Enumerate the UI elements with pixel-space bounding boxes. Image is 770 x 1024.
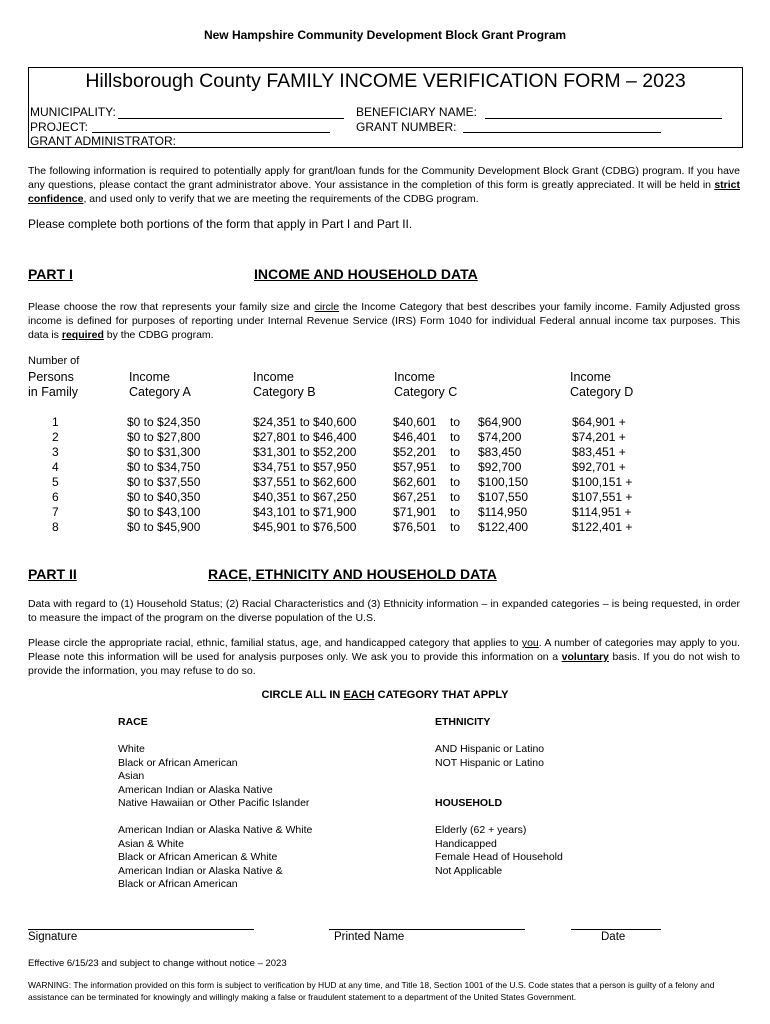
ethnicity-list bbox=[435, 743, 544, 770]
list-item[interactable]: Native Hawaiian or Other Pacific Islander bbox=[118, 797, 310, 809]
list-item[interactable]: American Indian or Alaska Native & bbox=[118, 864, 283, 877]
table-cell: to bbox=[450, 505, 461, 519]
table-cell[interactable]: $46,401 bbox=[393, 430, 437, 444]
printed-name-label: Printed Name bbox=[334, 931, 405, 943]
signature-field[interactable] bbox=[28, 929, 254, 930]
table-cell[interactable]: $100,150 bbox=[478, 475, 529, 489]
circle-all-heading: CIRCLE ALL IN EACH CATEGORY THAT APPLY bbox=[261, 689, 509, 701]
table-cell[interactable]: $92,700 bbox=[478, 460, 522, 474]
table-cell[interactable]: $64,901 + bbox=[572, 415, 626, 429]
strict-confidence-text: strict confidence bbox=[28, 179, 740, 205]
table-cell[interactable]: $40,351 to $67,250 bbox=[253, 490, 357, 504]
beneficiary-name-label: BENEFICIARY NAME: bbox=[356, 105, 477, 119]
table-cell: to bbox=[450, 460, 461, 474]
table-cell[interactable]: $62,601 bbox=[393, 475, 437, 489]
table-cell[interactable]: $24,351 to $40,600 bbox=[253, 415, 357, 429]
table-cell[interactable]: $64,900 bbox=[478, 415, 522, 429]
table-cell[interactable]: $0 to $27,800 bbox=[127, 430, 201, 444]
p2-text-c: basis. If you do not wish to provide the information, you may refuse to do so. bbox=[28, 651, 741, 677]
municipality-field[interactable] bbox=[118, 118, 344, 119]
table-cell[interactable]: $107,550 bbox=[478, 490, 529, 504]
project-field[interactable] bbox=[92, 132, 330, 133]
list-item[interactable]: Not Applicable bbox=[435, 864, 503, 877]
table-cell[interactable]: $67,251 bbox=[393, 490, 437, 504]
part2-paragraph-1: Data with regard to (1) Household Status; (2) Racial Characteristics and (3) Ethnicity information – in expanded categories – is being requested, in order to measure the impact of the program on the diverse population of the U.S. bbox=[28, 598, 740, 624]
list-item[interactable]: Elderly (62 + years) bbox=[435, 824, 527, 836]
category-c-header: Income Category C bbox=[394, 370, 458, 399]
table-cell[interactable]: $83,451 + bbox=[572, 445, 626, 459]
effective-note: Effective 6/15/23 and subject to change without notice – 2023 bbox=[28, 958, 287, 969]
number-of-label: Number of bbox=[28, 355, 80, 367]
table-cell[interactable]: 6 bbox=[52, 490, 59, 504]
table-cell[interactable]: $52,201 bbox=[393, 445, 437, 459]
category-a-header: Income Category A bbox=[129, 370, 191, 399]
category-c-end-column bbox=[478, 415, 528, 535]
list-item[interactable]: White bbox=[118, 743, 145, 755]
part1-label: PART I bbox=[28, 266, 73, 282]
table-cell[interactable]: $74,201 + bbox=[572, 430, 626, 444]
instruction-text: Please complete both portions of the form that apply in Part I and Part II. bbox=[28, 217, 413, 231]
table-cell[interactable]: $43,101 to $71,900 bbox=[253, 505, 357, 519]
desc-text-b: the Income Category that best describes your family income. Family Adjusted gross income is defined for purposes of reporting under Internal Revenue Service (IRS) Form 1040 for individual Federal annual income tax purposes. This data is bbox=[28, 301, 740, 341]
date-field[interactable] bbox=[571, 929, 661, 930]
table-cell[interactable]: 8 bbox=[52, 520, 59, 534]
voluntary-text: voluntary bbox=[561, 651, 609, 663]
table-cell[interactable]: 1 bbox=[52, 415, 59, 429]
list-item[interactable]: NOT Hispanic or Latino bbox=[435, 756, 544, 769]
page-header: New Hampshire Community Development Block Grant Program bbox=[203, 28, 567, 42]
table-cell[interactable]: $0 to $43,100 bbox=[127, 505, 201, 519]
list-item[interactable]: Black or African American & White bbox=[118, 851, 278, 863]
part2-label: PART II bbox=[28, 566, 77, 582]
race-single-list bbox=[118, 743, 309, 811]
table-cell[interactable]: $34,751 to $57,950 bbox=[253, 460, 357, 474]
printed-name-field[interactable] bbox=[329, 929, 525, 930]
circle-text: circle bbox=[314, 301, 340, 313]
race-multi-list bbox=[118, 824, 312, 892]
grant-administrator-field[interactable] bbox=[183, 147, 360, 148]
table-cell[interactable]: $92,701 + bbox=[572, 460, 626, 474]
intro-paragraph bbox=[28, 164, 740, 206]
desc-text: Please choose the row that represents your family size and bbox=[28, 301, 311, 313]
list-item[interactable]: Handicapped bbox=[435, 837, 497, 850]
table-cell[interactable]: $0 to $40,350 bbox=[127, 490, 201, 504]
list-item[interactable]: Black or African American bbox=[118, 756, 238, 769]
table-cell[interactable]: $114,950 bbox=[478, 505, 528, 519]
table-cell[interactable]: 3 bbox=[52, 445, 59, 459]
municipality-label: MUNICIPALITY: bbox=[30, 105, 116, 119]
table-cell[interactable]: $0 to $24,350 bbox=[127, 415, 201, 429]
list-item[interactable]: American Indian or Alaska Native & White bbox=[118, 824, 313, 836]
required-text: required bbox=[61, 329, 104, 341]
table-cell[interactable]: $74,200 bbox=[478, 430, 522, 444]
grant-number-field[interactable] bbox=[463, 132, 661, 133]
table-cell: to bbox=[450, 475, 461, 489]
date-label: Date bbox=[601, 931, 626, 943]
category-d-header: Income Category D bbox=[570, 370, 634, 399]
table-cell[interactable]: $122,401 + bbox=[572, 520, 633, 534]
table-cell[interactable]: $83,450 bbox=[478, 445, 522, 459]
persons-header: Persons in Family bbox=[28, 370, 79, 399]
table-cell: to bbox=[450, 520, 461, 534]
warning-note: WARNING: The information provided on this form is subject to verification by HUD at any time, and Title 18, Section 1001 of the U.S. Code states that a person is guilty of a felony and assistance can be terminated for knowingly and willingly making a false or fraudulent statement to a department of the United States Government. bbox=[28, 980, 715, 1002]
grant-administrator-label: GRANT ADMINISTRATOR: bbox=[30, 134, 177, 148]
list-item[interactable]: Black or African American bbox=[118, 878, 238, 890]
part2-title: RACE, ETHNICITY AND HOUSEHOLD DATA bbox=[208, 566, 497, 582]
table-cell[interactable]: $122,400 bbox=[478, 520, 529, 534]
desc-text-c: by the CDBG program. bbox=[106, 329, 214, 341]
part1-title: INCOME AND HOUSEHOLD DATA bbox=[254, 266, 478, 282]
table-cell[interactable]: $27,801 to $46,400 bbox=[253, 430, 357, 444]
form-title: Hillsborough County FAMILY INCOME VERIFICATION FORM – 2023 bbox=[85, 70, 686, 92]
table-cell[interactable]: $0 to $45,900 bbox=[127, 520, 201, 534]
race-heading: RACE bbox=[118, 716, 148, 728]
grant-number-label: GRANT NUMBER: bbox=[356, 120, 457, 134]
list-item[interactable]: Asian bbox=[118, 770, 145, 782]
intro-text: The following information is required to potentially apply for grant/loan funds for the Community Development Block Grant (CDBG) program. If you have any questions, please contact the grant administrator above. Your assistance in the completion of this form is greatly appreciated. It will be held in bbox=[28, 165, 740, 191]
beneficiary-name-field[interactable] bbox=[485, 118, 722, 119]
table-cell[interactable]: $71,901 bbox=[393, 505, 437, 519]
table-cell[interactable]: 7 bbox=[52, 505, 59, 519]
table-cell[interactable]: $31,301 to $52,200 bbox=[253, 445, 357, 459]
table-cell: to bbox=[450, 490, 461, 504]
table-cell[interactable]: $40,601 bbox=[393, 415, 437, 429]
intro-text-end: , and used only to verify that we are meeting the requirements of the CDBG program. bbox=[83, 193, 479, 205]
ethnicity-heading: ETHNICITY bbox=[435, 716, 491, 728]
table-cell[interactable]: $76,501 bbox=[393, 520, 437, 534]
table-cell[interactable]: 2 bbox=[52, 430, 59, 444]
table-cell[interactable]: 4 bbox=[52, 460, 59, 474]
p2-text-b: . A number of categories may apply to you. Please note this information will be used for analysis purposes only. We ask you to provide this information on a bbox=[28, 637, 741, 663]
category-c-from-column bbox=[393, 415, 436, 535]
table-cell: to bbox=[450, 415, 461, 429]
table-cell[interactable]: $0 to $37,550 bbox=[127, 475, 201, 489]
list-item[interactable]: AND Hispanic or Latino bbox=[435, 743, 545, 755]
table-cell[interactable]: $100,151 + bbox=[572, 475, 633, 489]
list-item[interactable]: American Indian or Alaska Native bbox=[118, 783, 273, 796]
signature-label: Signature bbox=[28, 931, 78, 943]
you-text: you bbox=[521, 637, 539, 649]
category-a-column bbox=[127, 415, 200, 535]
table-cell[interactable]: $0 to $31,300 bbox=[127, 445, 201, 459]
part1-description bbox=[28, 300, 740, 342]
table-cell[interactable]: $37,551 to $62,600 bbox=[253, 475, 357, 489]
table-cell[interactable]: $45,901 to $76,500 bbox=[253, 520, 357, 534]
household-heading: HOUSEHOLD bbox=[435, 797, 503, 809]
part2-paragraph-2 bbox=[28, 636, 740, 678]
category-c-to-column bbox=[450, 415, 460, 535]
project-label: PROJECT: bbox=[30, 120, 89, 134]
category-b-header: Income Category B bbox=[253, 370, 316, 399]
category-d-column bbox=[572, 415, 632, 535]
category-b-column bbox=[253, 415, 356, 535]
table-cell[interactable]: $107,551 + bbox=[572, 490, 633, 504]
p2-text: Please circle the appropriate racial, ethnic, familial status, age, and handicapped category that applies to bbox=[28, 637, 519, 649]
persons-column bbox=[52, 415, 59, 535]
table-cell[interactable]: 5 bbox=[52, 475, 59, 489]
household-list bbox=[435, 824, 563, 878]
table-cell: to bbox=[450, 445, 461, 459]
list-item[interactable]: Asian & White bbox=[118, 837, 184, 850]
table-cell[interactable]: $0 to $34,750 bbox=[127, 460, 201, 474]
table-cell[interactable]: $114,951 + bbox=[572, 505, 632, 519]
table-cell: to bbox=[450, 430, 461, 444]
table-cell[interactable]: $57,951 bbox=[393, 460, 437, 474]
list-item[interactable]: Female Head of Household bbox=[435, 851, 563, 863]
